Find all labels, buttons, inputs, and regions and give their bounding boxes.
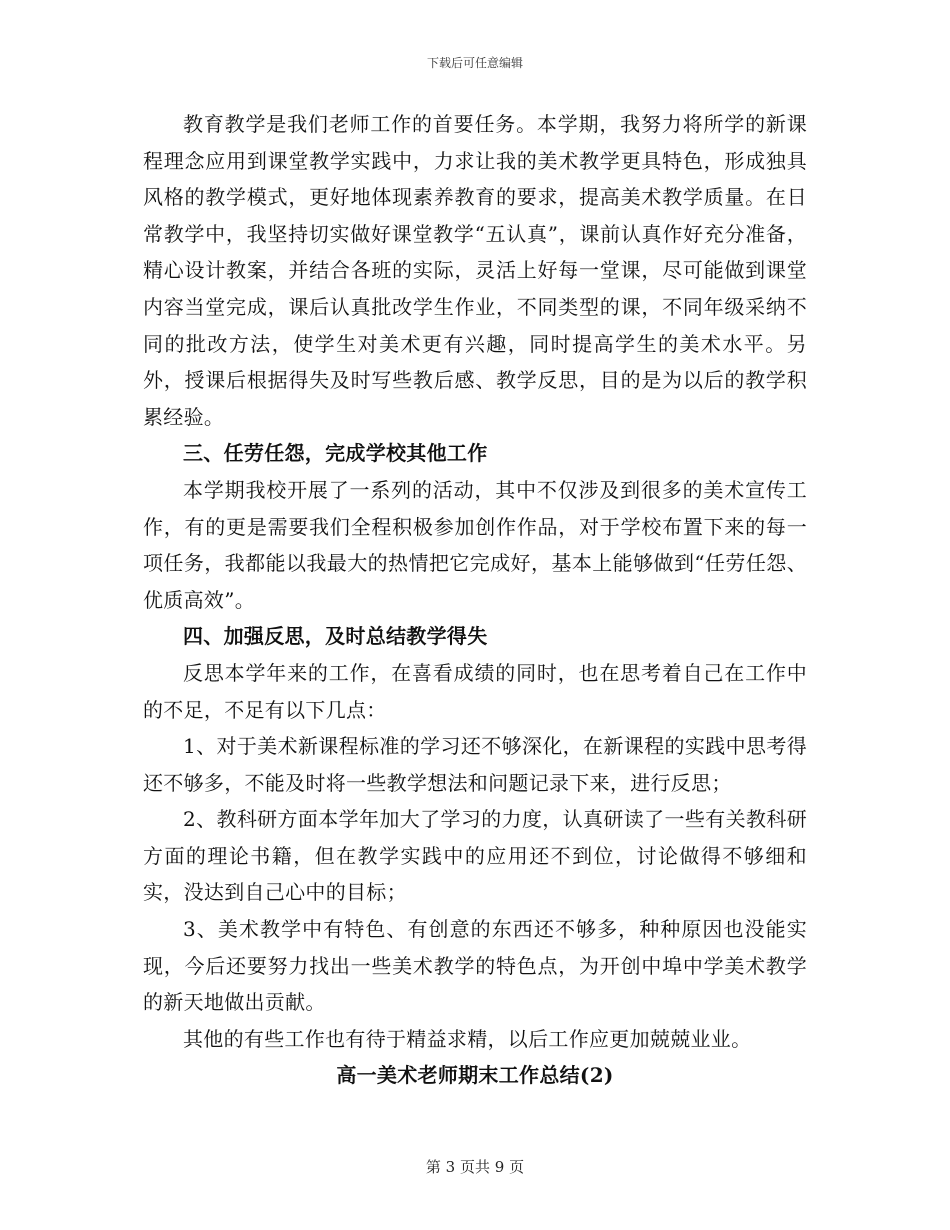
page-footer: 第 3 页共 9 页: [425, 1158, 525, 1176]
section-heading-3: 三、任劳任怨，完成学校其他工作: [183, 441, 488, 466]
paragraph-reflection: 反思本学年来的工作，在喜看成绩的同时，也在思考着自己在工作中的不足，不足有以下几点：: [143, 660, 807, 722]
section-heading-4: 四、加强反思，及时总结教学得失: [183, 624, 488, 649]
page-header: 下载后可任意编辑: [426, 56, 523, 70]
next-document-title: 高一美术老师期末工作总结(2): [336, 1063, 614, 1088]
paragraph-closing: 其他的有些工作也有待于精益求精，以后工作应更加兢兢业业。: [183, 1026, 752, 1051]
document-body: [143, 106, 807, 1094]
list-item-2: 2、教科研方面本学年加大了学习的力度，认真研读了一些有关教科研方面的理论书籍，但在教学实践中的应用还不到位，讨论做得不够细和实，没达到自己心中的目标；: [143, 807, 807, 905]
list-item-1: 1、对于美术新课程标准的学习还不够深化，在新课程的实践中思考得还不够多，不能及时将一些教学想法和问题记录下来，进行反思；: [143, 734, 807, 795]
list-item-3: 3、美术教学中有特色、有创意的东西还不够多，种种原因也没能实现，今后还要努力找出一些美术教学的特色点，为开创中埠中学美术教学的新天地做出贡献。: [143, 917, 807, 1015]
paragraph-school-work: 本学期我校开展了一系列的活动，其中不仅涉及到很多的美术宣传工作，有的更是需要我们全程积极参加创作作品，对于学校布置下来的每一项任务，我都能以我最大的热情把它完成好，基本上能够做到“任劳任怨、优质高效”。: [143, 477, 807, 612]
paragraph-teaching: 教育教学是我们老师工作的首要任务。本学期，我努力将所学的新课程理念应用到课堂教学实践中，力求让我的美术教学更具特色，形成独具风格的教学模式，更好地体现素养教育的要求，提高美术教学质量。在日常教学中，我坚持切实做好课堂教学“五认真”，课前认真作好充分准备，精心设计教案，并结合各班的实际，灵活上好每一堂课，尽可能做到课堂内容当堂完成，课后认真批改学生作业，不同类型的课，不同年级采纳不同的批改方法，使学生对美术更有兴趣，同时提高学生的美术水平。另外，授课后根据得失及时写些教后感、教学反思，目的是为以后的教学积累经验。: [143, 112, 807, 429]
